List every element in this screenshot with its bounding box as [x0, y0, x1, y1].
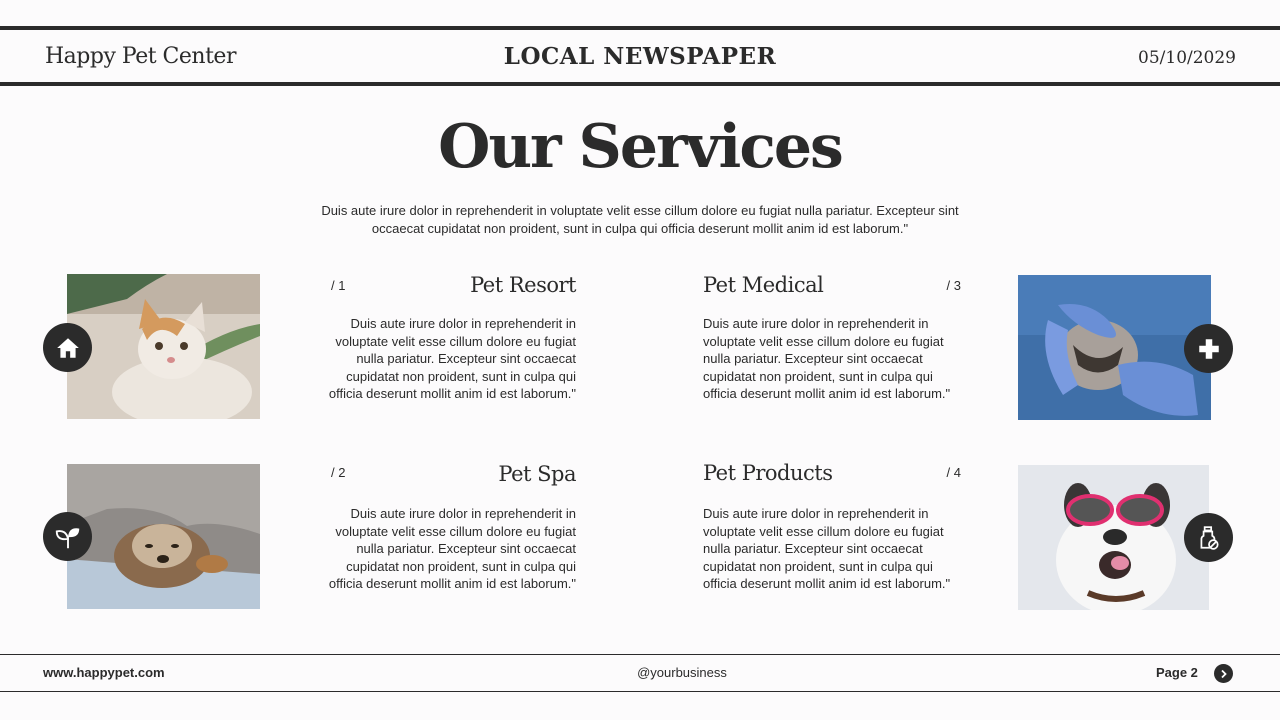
pet-medical-photo [1018, 275, 1211, 420]
page-intro: Duis aute irure dolor in reprehenderit in voluptate velit esse cillum dolore eu fugiat nulla pariatur. Excepteur sint occaecat cupidatat non proident, sunt in culpa qui officia deserunt mollit anim id est laborum." [321, 203, 959, 236]
pet-bottle-icon [1196, 525, 1222, 551]
pet-products-photo [1018, 465, 1209, 610]
social-handle[interactable]: @yourbusiness [637, 665, 727, 680]
medical-cross-icon-badge [1184, 324, 1233, 373]
service-description: Duis aute irure dolor in reprehenderit in voluptate velit esse cillum dolore eu fugiat nulla pariatur. Excepteur sint occaecat cupidatat non proident, sunt in culpa qui officia deserunt mollit anim id est laborum." [328, 506, 576, 591]
website-link[interactable]: www.happypet.com [43, 665, 165, 680]
brand-name: Happy Pet Center [45, 44, 236, 69]
service-number: / 3 [946, 278, 961, 293]
header-top-rule [0, 26, 1280, 30]
service-description: Duis aute irure dolor in reprehenderit in voluptate velit esse cillum dolore eu fugiat nulla pariatur. Excepteur sint occaecat cupidatat non proident, sunt in culpa qui officia deserunt mollit anim id est laborum." [328, 316, 576, 401]
chevron-right-icon [1219, 669, 1229, 679]
service-number: / 4 [946, 465, 961, 480]
next-page-button[interactable] [1214, 664, 1233, 683]
publication-name: LOCAL NEWSPAPER [503, 43, 777, 70]
service-description: Duis aute irure dolor in reprehenderit in voluptate velit esse cillum dolore eu fugiat nulla pariatur. Excepteur sint occaecat cupidatat non proident, sunt in culpa qui officia deserunt mollit anim id est laborum." [703, 316, 951, 401]
service-title: Pet Products [703, 461, 833, 485]
service-title: Pet Spa [498, 462, 576, 486]
page-title: Our Services [438, 112, 842, 182]
page-number: Page 2 [1156, 665, 1198, 680]
header-bottom-rule [0, 82, 1280, 86]
pet-bottle-icon-badge [1184, 513, 1233, 562]
leaf-icon [53, 522, 83, 552]
footer-bottom-rule [0, 691, 1280, 692]
leaf-icon-badge [43, 512, 92, 561]
service-number: / 2 [331, 465, 346, 480]
pet-spa-photo [67, 464, 260, 609]
medical-cross-icon [1196, 336, 1222, 362]
home-icon-badge [43, 323, 92, 372]
home-icon [55, 335, 81, 361]
footer-top-rule [0, 654, 1280, 655]
service-title: Pet Resort [470, 273, 576, 297]
service-number: / 1 [331, 278, 346, 293]
issue-date: 05/10/2029 [1138, 48, 1236, 68]
service-description: Duis aute irure dolor in reprehenderit in voluptate velit esse cillum dolore eu fugiat nulla pariatur. Excepteur sint occaecat cupidatat non proident, sunt in culpa qui officia deserunt mollit anim id est laborum." [703, 506, 951, 591]
service-title: Pet Medical [703, 273, 824, 297]
pet-resort-photo [67, 274, 260, 419]
